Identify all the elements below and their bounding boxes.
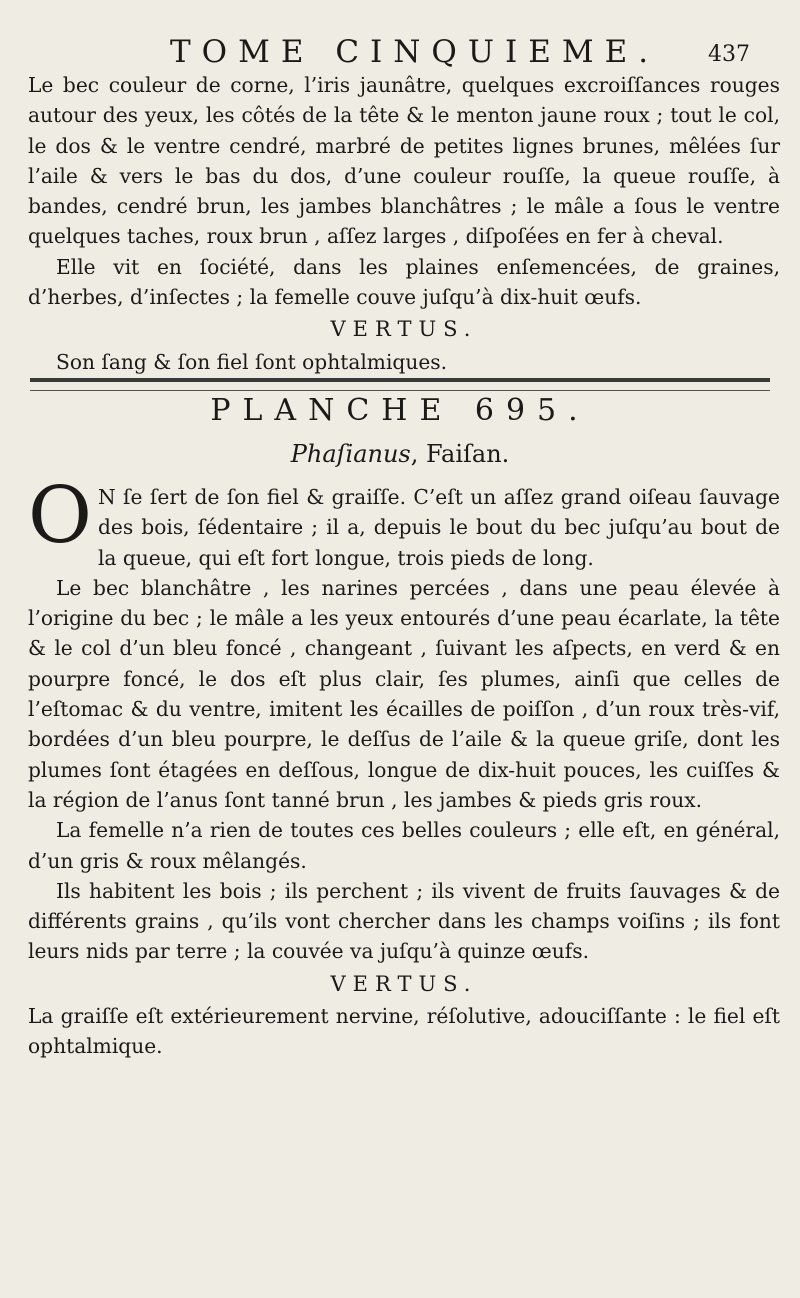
- page-number: 437: [708, 42, 750, 67]
- entry-continuation: [28, 70, 780, 377]
- description-paragraph: Le bec blanchâtre , les narines percées , dans une peau élevée à l’origine du bec ; le mâle a les yeux entourés d’une peau écarlate, la tête & le col d’un bleu foncé , changeant , ſuivant les aſpects, en verd & en pourpre foncé, le dos eſt plus clair, ſes plumes, ainſi que celles de l’eſtomac & du ventre, imitent les écailles de poiſſon , d’un roux très-vif, bordées d’un bleu pourpre, le deſſus de l’aile & la queue griſe, dont les plumes ſont étagées en deſſous, longue de dix-huit pouces, les cuiſſes & la région de l’anus ſont tanné brun , les jambes & pieds gris roux.: [28, 575, 780, 812]
- running-header: [170, 34, 750, 74]
- habits-paragraph: Elle vit en ſociété, dans les plaines enſemencées, de graines, d’herbes, d’inſectes ; la femelle couve juſqu’à dix-huit œufs.: [28, 254, 780, 310]
- vertus-text: Son ſang & ſon fiel ſont ophtalmiques.: [56, 349, 448, 374]
- intro-paragraph: [28, 471, 780, 573]
- plate-entry: [28, 471, 780, 1062]
- vertus-heading: VERTUS.: [330, 971, 478, 996]
- vertus-text: La graiſſe eſt extérieurement nervine, réſolutive, adouciſſante : le fiel eſt ophtalmique.: [28, 1004, 780, 1059]
- plate-heading: PLANCHE 695.: [210, 393, 590, 428]
- section-divider: [30, 378, 770, 391]
- description-paragraph: Le bec couleur de corne, l’iris jaunâtre, quelques excroiſſances rouges autour des yeux, les côtés de la tête & le menton jaune roux ; tout le col, le dos & le ventre cendré, marbré de petites lignes brunes, mêlées ſur l’aile & vers le bas du dos, d’une couleur rouſſe, la queue rouſſe, à bandes, cendré brun, les jambes blanchâtres ; le mâle a ſous le ventre quelques taches, roux brun , aſſez larges , diſpoſées en fer à cheval.: [28, 73, 780, 249]
- intro-text: N ſe ſert de ſon fiel & graiſſe. C’eſt un aſſez grand oiſeau ſauvage des bois, ſédentaire ; il a, depuis le bout du bec juſqu’au bout de la queue, qui eſt fort longue, trois pieds de long.: [97, 485, 780, 570]
- female-paragraph: La femelle n’a rien de toutes ces belles couleurs ; elle eſt, en général, d’un gris & roux mêlangés.: [28, 818, 780, 873]
- habits-paragraph: Ils habitent les bois ; ils perchent ; ils vivent de fruits ſauvages & de différents grains , qu’ils vont chercher dans les champs voiſins ; ils font leurs nids par terre ; la couvée va juſqu’à quinze œufs.: [28, 878, 780, 964]
- volume-title: TOME CINQUIEME.: [170, 34, 660, 70]
- common-name: , Faiſan.: [410, 440, 510, 468]
- latin-name: Phaſianus: [290, 440, 411, 468]
- vertus-heading: VERTUS.: [330, 317, 478, 342]
- drop-cap: O: [28, 471, 92, 561]
- species-name: [0, 440, 800, 468]
